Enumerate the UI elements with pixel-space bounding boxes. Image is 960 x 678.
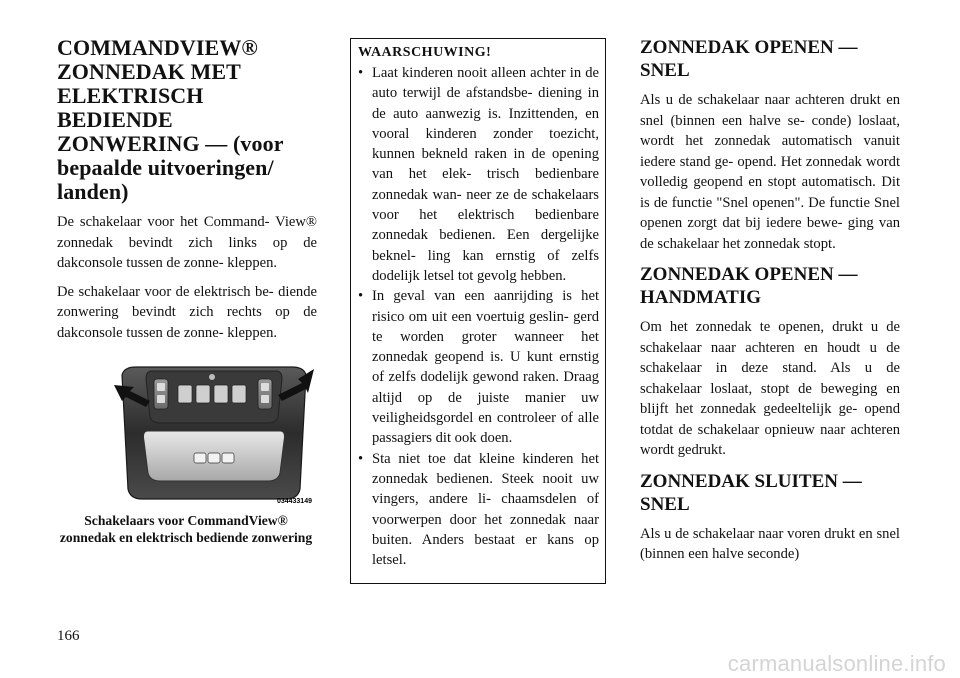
- bullet-icon: •: [358, 288, 364, 305]
- page-number: 166: [57, 628, 80, 644]
- warning-list: [358, 63, 599, 570]
- section-heading-close-quick: ZONNEDAK SLUITEN — SNEL: [640, 470, 862, 515]
- paragraph-close-quick: Als u de schakelaar naar voren drukt en snel (binnen een halve seconde): [640, 525, 900, 562]
- left-column: [57, 36, 317, 351]
- bullet-icon: •: [358, 65, 364, 81]
- right-column: [640, 36, 900, 574]
- warning-box: [350, 38, 606, 584]
- warning-item: • Laat kinderen nooit alleen achter in de auto terwijl de afstandsbe- diening in de auto aanwezig is. Inzittenden, en vooral kinderen zonder toezicht, kunnen bekneld raken in de opening van het elek- trisch bedienbare zonnedak wan- neer ze de schakelaars voor het elektrisch bedienbare zonnedak bedienen. Een dergelijke beknel- ling kan ernstig of zelfs dodelijk letsel tot gevolg hebben.: [358, 65, 599, 284]
- section-heading-open-manual: ZONNEDAK OPENEN — HANDMATIG: [640, 264, 858, 308]
- paragraph-sunroof-switch: De schakelaar voor het Command- View® zonnedak bevindt zich links op de dakconsole tussen de zonne- kleppen.: [57, 214, 317, 271]
- figure-code: 034433149: [276, 498, 312, 505]
- section-heading-commandview: COMMANDVIEW® ZONNEDAK MET ELEKTRISCH BEDIENDE ZONWERING — (voor bepaalde uitvoeringen/ landen): [57, 35, 284, 204]
- section-heading-open-quick: ZONNEDAK OPENEN — SNEL: [640, 37, 858, 81]
- overhead-console-figure: [112, 361, 316, 507]
- bullet-icon: •: [358, 450, 364, 467]
- paragraph-open-manual: Om het zonnedak te openen, drukt u de schakelaar naar achteren en houdt u de schakelaar in deze stand. Als u de schakelaar loslaat, stopt de beweging en blijft het zonnedak gedeeltelijk ge- opend totdat de schakelaar opnieuw naar achteren wordt gedrukt.: [640, 319, 900, 458]
- warning-item: • In geval van een aanrijding is het risico om uit een voertuig geslin- gerd te worden groter wanneer het zonnedak geopend is. U kunt ernstig of zelfs dodelijk gewond raken. Draag altijd op de juiste manier uw veiligheidsgordel en controleer of alle passagiers dit ook doen.: [358, 288, 599, 447]
- watermark: carmanualsonline.info: [727, 651, 946, 676]
- warning-item: • Sta niet toe dat kleine kinderen het zonnedak bedienen. Steek nooit uw vingers, andere li- chaamsdelen of voorwerpen door het zonnedak naar buiten. Anders bestaat er kans op letsel.: [358, 450, 599, 569]
- paragraph-open-quick: Als u de schakelaar naar achteren drukt en snel (binnen een halve se- conde) loslaat, wordt het zonnedak automatisch vanuit iedere stand ge- opend. Het zonnedak wordt volledig geopend en stopt automatisch. Dit is de functie "Snel openen". De functie Snel openen zorgt dat bij iedere bewe- ging van de schakelaar het zonnedak stopt.: [640, 92, 900, 252]
- middle-column: [350, 38, 606, 584]
- figure-caption: Schakelaars voor CommandView® zonnedak en elektrisch bediende zonwering: [59, 513, 313, 545]
- paragraph-shade-switch: De schakelaar voor de elektrisch be- diende zonwering bevindt zich rechts op de dakconsole tussen de zonne- kleppen.: [57, 283, 317, 341]
- warning-title: WAARSCHUWING!: [358, 45, 492, 60]
- overhead-console-illustration: [112, 361, 316, 507]
